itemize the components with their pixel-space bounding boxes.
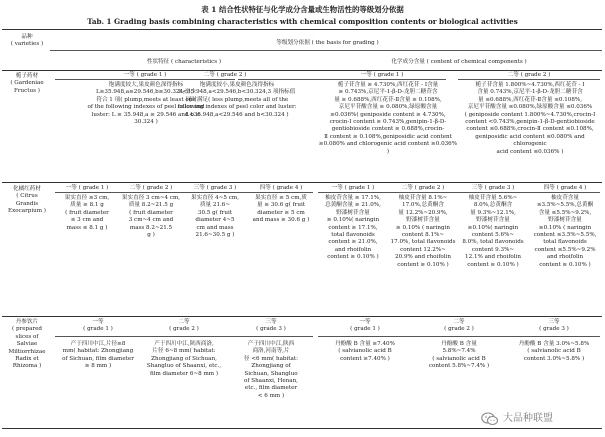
- row-name-salvia: 丹参饮片 ( prepared slices of Salviae Miltiorrhizae Radix et Rhizoma ): [8, 319, 46, 370]
- citrus-char-grade2-label: 二等 ( grade 2 ): [129, 185, 173, 191]
- citrus-char-grade1-label: 一等 ( grade 1 ): [65, 185, 109, 191]
- salvia-char-grade2-text: 产于四川中江,陕西商洛, 片径 6~8 mm( habitat: Zhongjiang of Sichuan, Shangluo of Shaanxi, etc., film diameter 6~8 mm ): [146, 341, 222, 377]
- citrus-chem-grade1-text: 柚皮苷含量 ≥ 17.1%, 总黄酮含量 ≥ 21.0%, 野漆树苷含量 ≥ 0.10%( naringin content ≥ 17.1%, total flavonoids content ≥ 21.0%, and rhoifolin content ≥ 0.10% ): [325, 195, 381, 261]
- salvia-chem-grade2-text: 丹酚酸 B 含量 5.8%~7.4% ( salvianolic acid B content 5.8%~7.4% ): [428, 341, 490, 370]
- citrus-chem-grade3-text: 柚皮苷含量 5.6%~ 8.0%,总黄酮含 量 9.3%~12.1%, 野漆树苷含量 ≥0.10%( naringin content 5.6%~ 8.0%, total flavonoids content 9.3%~ 12.1% and rhoifolin content ≥ 0.10% ): [462, 195, 524, 268]
- citrus-chem-grade4-text: 柚皮苷含量 ≤3.5%~5.5%,总黄酮 含量 ≤5.5%~9.2%, 野漆树苷含量 ≥0.10% ( naringin content ≤3.5%~5.5%, total flavonoids content ≤5.5%~9.2% and rhoifolin content ≥ 0.10% ): [533, 195, 597, 268]
- top-rule: [2, 29, 602, 30]
- watermark: [481, 411, 591, 427]
- salvia-chem-grade3-text: 丹酚酸 B 含量 3.0%~5.8% ( salvianolic acid B content 3.0%~5.8% ): [518, 341, 590, 362]
- citrus-chem-grade2-text: 柚皮苷含量 8.1%~ 17.0%,总黄酮含 量 12.2%~20.9%, 野漆树苷含量 ≥ 0.10% ( naringin content 8.1%~ 17.0%, total flavonoids content 12.2%~ 20.9% and rhoifolin content ≥ 0.10% ): [390, 195, 456, 268]
- header-bottom-rule: [2, 70, 602, 71]
- citrus-char-grade3-label: 三等 ( grade 3 ): [193, 185, 237, 191]
- gardenia-chem-grade2-text: 栀子苷含量 1.800%~4.730%,西红花苷 - Ⅰ 含量 0.743%,京尼平-1-β-D-龙胆二糖苷含 量 ≤0.688%,西红花苷-Ⅱ含量 ≤0.108%, 京尼平苷酸含量 ≤0.080%,绿原酸含量 ≤0.036% ( geniposide content 1.800%~4.730%,crocin-Ⅰ content <0.743%,genipin-1-β-D-gentiobioside content ≤0.688%,crocin-Ⅱ content ≤0.108%, geniposidic acid content ≤0.080% and chlorogenic acid content ≤0.036% ): [464, 82, 596, 155]
- citrus-chem-grade3-label: 三等 ( grade 3 ): [471, 185, 515, 191]
- citrus-chem-grade2-label: 二等 ( grade 2 ): [401, 185, 445, 191]
- gardenia-char-grade2-label: 二等 ( grade 2 ): [203, 72, 247, 78]
- bottom-rule: [2, 428, 602, 429]
- header-species: 品种 ( varieties ): [10, 34, 44, 48]
- citrus-char-grade4-label: 四等 ( grade 4 ): [259, 185, 303, 191]
- salvia-chem-grade3-label: 三等 ( grade 3 ): [539, 319, 569, 333]
- gardenia-char-grade2-text: 饱满度较小,果皮颜色浅得指标 L<35.948,a<29.546,b<30.324,3 项指标值 同时满足( less plump,meets all of the following indexes of peel color and luster: L<35.948,a<29.546 and b<30.324 ): [177, 82, 297, 118]
- citrus-char-grade4-text: 果实直径 ≥ 5 cm,质 量 ≥ 30.6 g( fruit diameter ≥ 5 cm and mass ≥ 30.6 g ): [252, 195, 310, 224]
- gardenia-chem-grade1-label: 一等 ( grade 1 ): [360, 72, 404, 78]
- citrus-char-grade2-text: 果实直径 3 cm~4 cm, 质量 8.2~21.5 g ( fruit diameter 3 cm~4 cm and mass 8.2~21.5 g ): [121, 195, 181, 239]
- salvia-char-grade2-label: 二等 ( grade 2 ): [169, 319, 199, 333]
- salvia-chem-grade1-label: 一等 ( grade 1 ): [350, 319, 380, 333]
- gardenia-char-grade1-label: 一等 ( grade 1 ): [123, 72, 167, 78]
- row-divider-2: [2, 316, 602, 317]
- row-name-citrus: 化橘红药材 ( Citrus Grandis Exocarpium ): [8, 186, 46, 215]
- row-divider-1: [2, 182, 602, 183]
- citrus-char-grade3-text: 果实直径 4~5 cm, 质量 21.6~ 30.5 g( fruit diameter 4~5 cm and mass 21.6~30.5 g ): [191, 195, 239, 239]
- salvia-chem-grade1-text: 丹酚酸 B 含量 ≥7.40% ( salvianolic acid B content ≥7.40% ): [335, 341, 395, 362]
- gardenia-char-grade1-text: 饱满度较大,果皮颜色深得指标 L≥35.948,a≥29.546,b≥30.324,至少 符合 1 项( plump,meets at least one of the following indexes of peel color and luster: L ≥ 35.948,a ≥ 29.546 and b ≥ 30.324 ): [87, 82, 205, 126]
- salvia-char-grade1-text: 产于四川中江,片径≥8 mm( habitat: Zhongjiang of Sichuan, film diameter ≥ 8 mm ): [62, 341, 134, 370]
- salvia-char-grade3-text: 产于四川中江,陕西 商洛,河南等,片 径 <6 mm( habitat: Zhongjiang of Sichuan, Shangluo of Shaanxi, Henan, etc., film diameter < 6 mm ): [244, 341, 298, 399]
- table-title-cn: 表 1 结合性状特征与化学成分含量或生物活性的等级划分依据: [201, 5, 404, 14]
- gardenia-chem-grade1-text: 栀子苷含量 ≥ 4.730%,西红花苷 - Ⅰ含量 ≥ 0.743%,京尼平-1-β-D-龙胆二糖苷含 量 ≥ 0.688%,西红花苷-Ⅱ含量 ≥ 0.108%, 京尼平苷酸含量 ≥ 0.080%,绿原酸含量 ≥0.036%( geniposide content ≥ 4.730%, crocin-Ⅰ content ≥ 0.743%,genipin-1-β-D- gentiobioside content ≥ 0.688%,crocin- Ⅱ content ≥ 0.108%,geniposidic acid content ≥0.080% and chlorogenic acid content ≥0.036% ): [318, 82, 458, 155]
- table-title-en: Tab. 1 Grading basis combining characteristics with chemical composition contents or biological activities: [87, 17, 518, 26]
- wechat-icon: [481, 412, 499, 426]
- citrus-chem-grade4-label: 四等 ( grade 4 ): [543, 185, 587, 191]
- watermark-text: 大品种联盟: [503, 413, 553, 424]
- header-chem-content: 化学成分含量 ( content of chemical components ): [391, 59, 527, 65]
- salvia-chem-rule: [318, 336, 600, 337]
- header-char-features: 性状特征 ( characteristics ): [146, 59, 222, 65]
- gardenia-chem-grade2-label: 二等 ( grade 2 ): [507, 72, 551, 78]
- header-rule-1: [50, 50, 602, 51]
- salvia-char-grade3-label: 三等 ( grade 3 ): [256, 319, 286, 333]
- citrus-chem-grade1-label: 一等 ( grade 1 ): [331, 185, 375, 191]
- salvia-char-grade1-label: 一等 ( grade 1 ): [83, 319, 113, 333]
- citrus-char-grade1-text: 果实直径 ≥3 cm, 质量 ≥ 8.1 g ( fruit diameter ≤ 3 cm and mass ≤ 8.1 g ): [64, 195, 110, 231]
- row-name-gardenia: 栀子药材 ( Gardeniae Fructus ): [10, 73, 44, 94]
- header-grading-basis: 等级划分依据 ( the basis for grading ): [276, 40, 379, 46]
- salvia-chem-grade2-label: 二等 ( grade 2 ): [444, 319, 474, 333]
- salvia-char-rule: [55, 336, 313, 337]
